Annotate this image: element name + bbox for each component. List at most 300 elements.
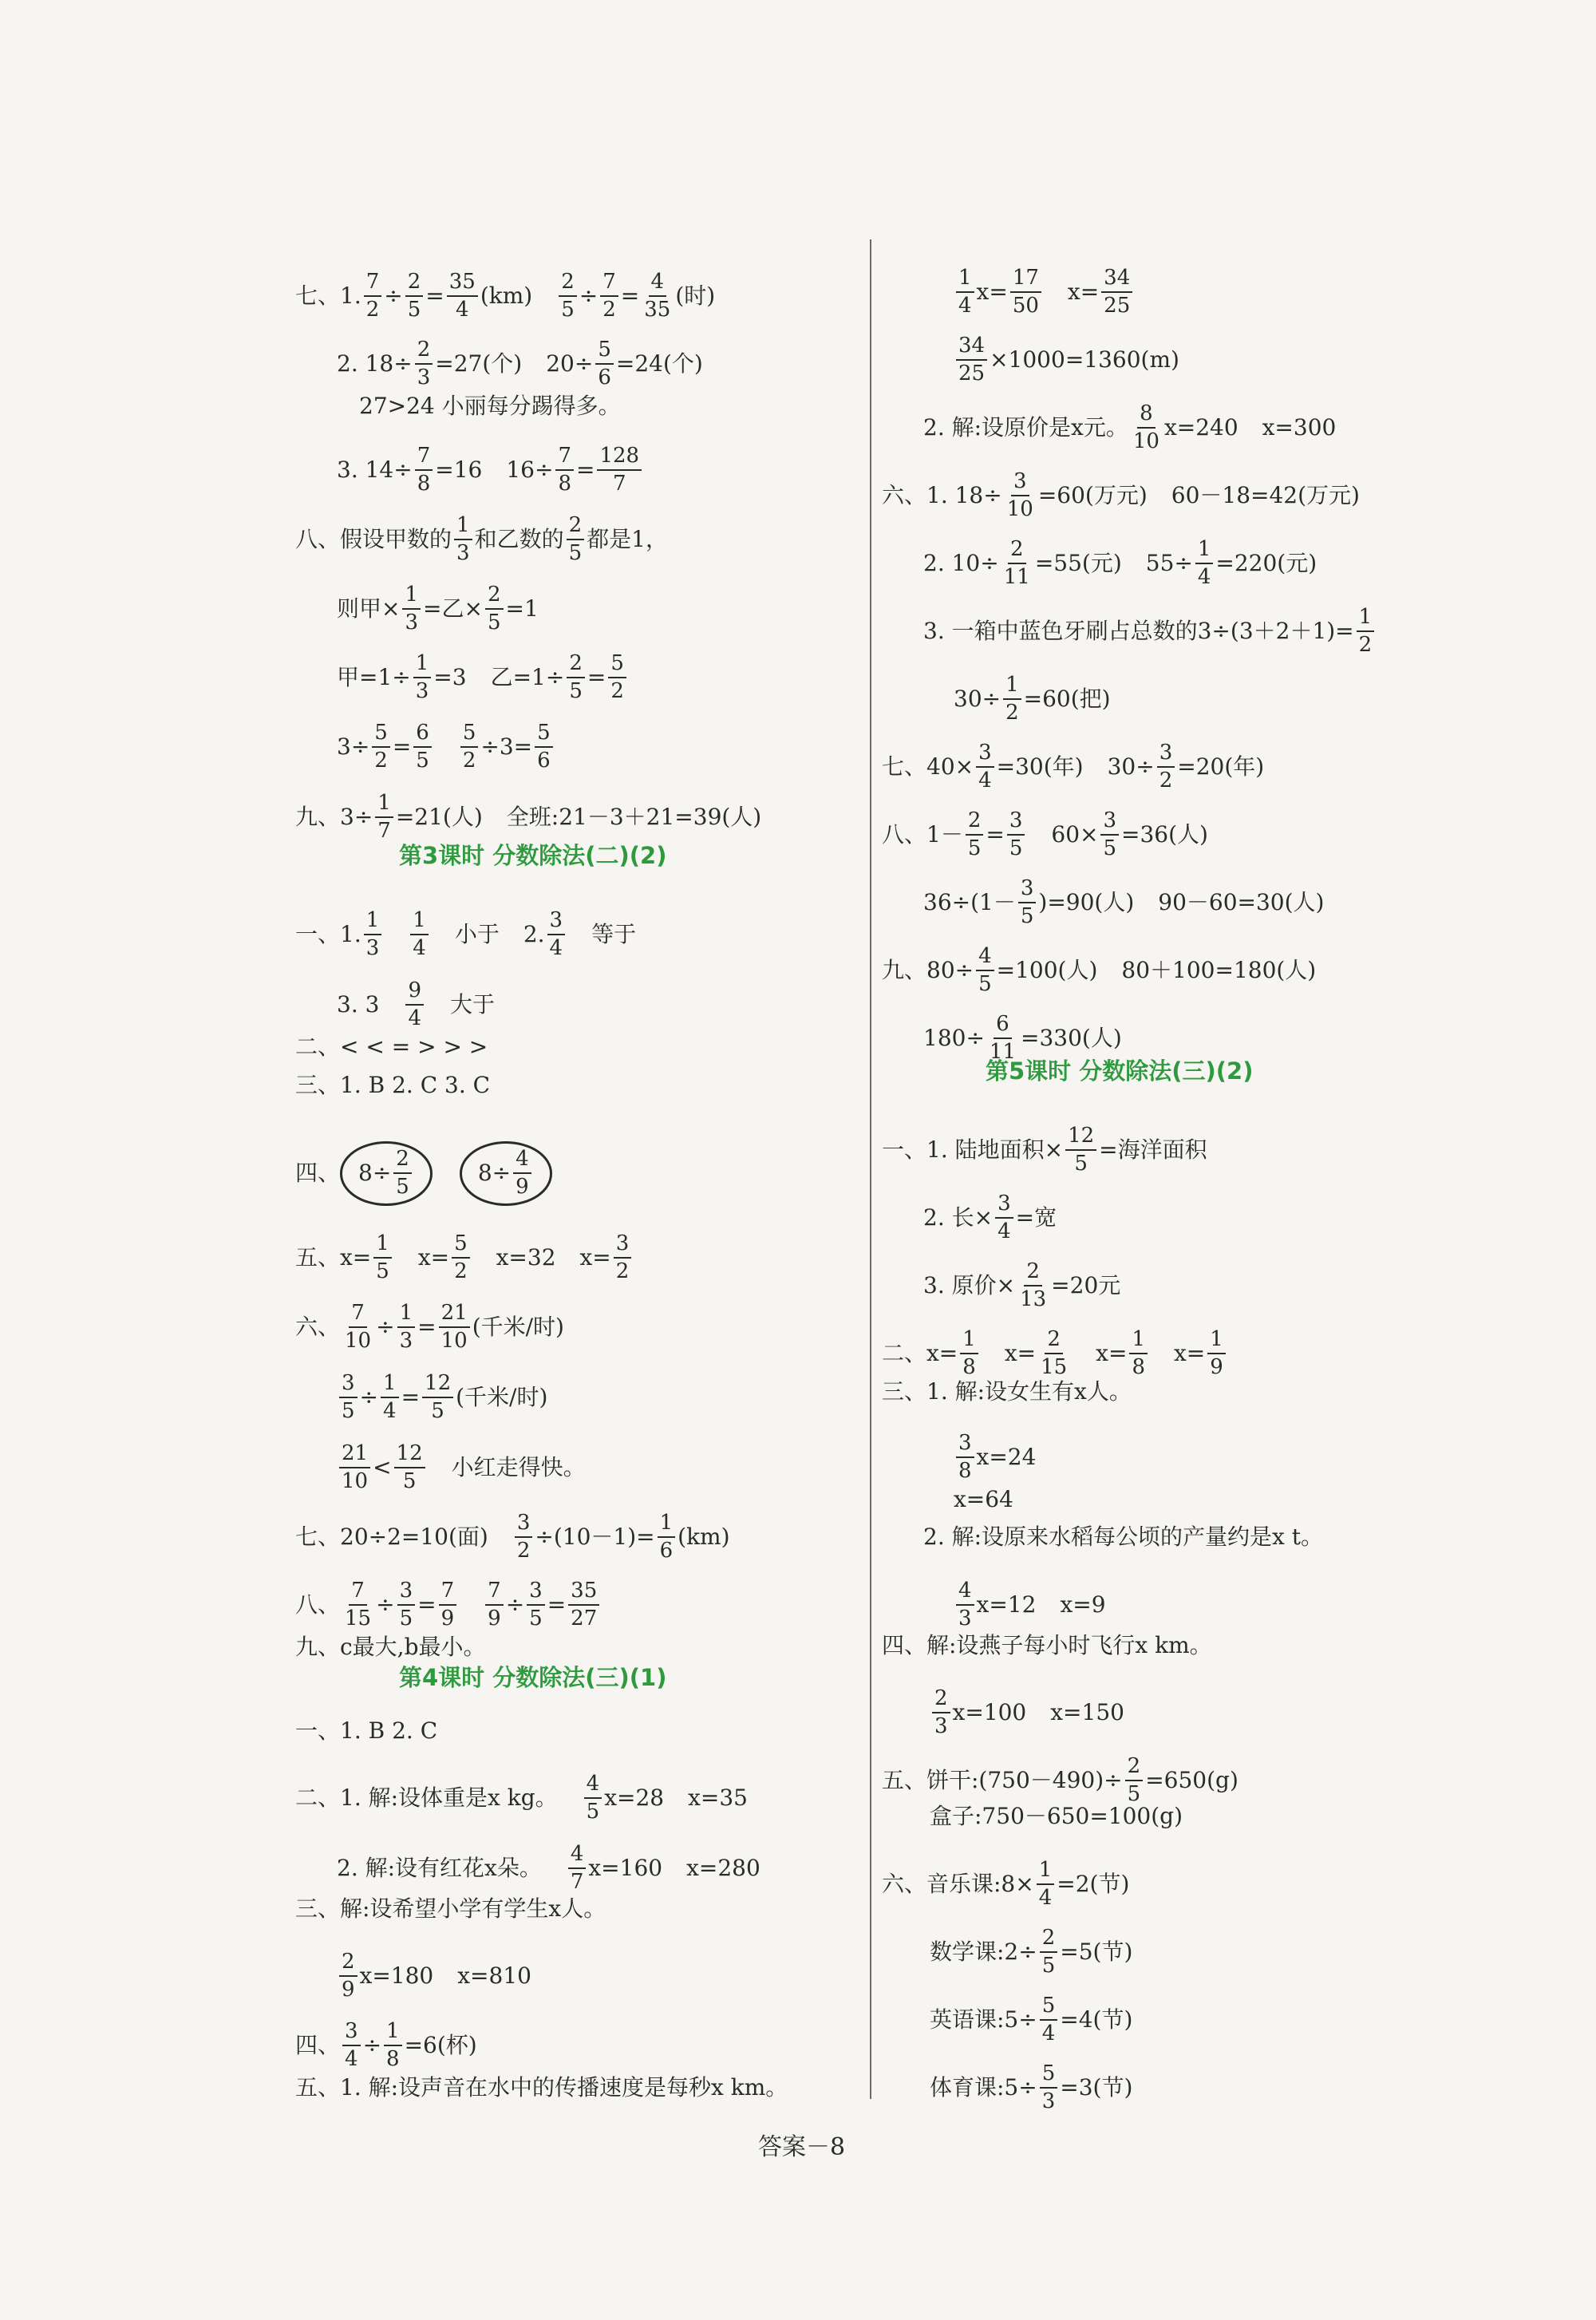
denominator: 3 bbox=[456, 541, 470, 566]
numerator: 1 bbox=[1357, 607, 1375, 632]
fraction bbox=[422, 1373, 453, 1423]
fraction bbox=[381, 1373, 399, 1423]
answer-line bbox=[954, 1580, 1106, 1630]
numerator: 1 bbox=[397, 1302, 416, 1328]
answer-line bbox=[882, 1634, 1212, 1657]
fraction bbox=[339, 1951, 358, 2002]
fraction bbox=[568, 1844, 587, 1894]
numerator: 3 bbox=[547, 910, 566, 935]
fraction bbox=[394, 1443, 425, 1493]
denominator: 10 bbox=[342, 1469, 369, 1494]
numerator: 3 bbox=[397, 1580, 416, 1606]
text-run: =330(人) bbox=[1021, 1025, 1122, 1052]
text-run: = bbox=[417, 1591, 437, 1618]
answer-line bbox=[923, 607, 1377, 657]
numerator: 1 bbox=[375, 792, 393, 818]
numerator: 2 bbox=[966, 810, 984, 836]
numerator: 7 bbox=[364, 271, 382, 297]
denominator: 2 bbox=[1159, 769, 1173, 793]
text-run: ÷(10－1)= bbox=[535, 1524, 655, 1551]
text-run: =16 bbox=[435, 456, 483, 484]
fraction bbox=[1101, 267, 1132, 318]
answer-line bbox=[295, 1636, 486, 1658]
numerator: 4 bbox=[584, 1773, 602, 1799]
answer-line bbox=[882, 810, 1208, 860]
numerator: 34 bbox=[956, 335, 987, 361]
fraction bbox=[614, 1233, 632, 1283]
numerator: 12 bbox=[1065, 1125, 1096, 1151]
text-run: =4(节) bbox=[1060, 2006, 1133, 2033]
text-run: x=810 bbox=[457, 1962, 531, 1990]
text-run: 四、 bbox=[295, 1160, 341, 1187]
denominator: 7 bbox=[377, 819, 391, 844]
text-run: =24(个) bbox=[615, 350, 703, 377]
text-run: 55÷ bbox=[1145, 550, 1193, 577]
denominator: 5 bbox=[967, 836, 982, 861]
denominator: 2 bbox=[516, 1539, 531, 1563]
denominator: 3 bbox=[417, 366, 431, 390]
fraction bbox=[405, 980, 424, 1030]
fraction bbox=[567, 653, 585, 703]
text-run: 8÷ bbox=[477, 1160, 512, 1187]
fraction bbox=[384, 2021, 402, 2071]
denominator: 10 bbox=[440, 1329, 468, 1354]
fraction bbox=[1040, 1995, 1058, 2045]
fraction bbox=[1131, 403, 1162, 453]
denominator: 5 bbox=[1074, 1152, 1088, 1176]
text-run: 八、假设甲数的 bbox=[295, 526, 452, 553]
denominator: 11 bbox=[989, 1040, 1016, 1065]
numerator: 1 bbox=[1037, 1860, 1055, 1885]
fraction bbox=[1157, 742, 1175, 792]
text-run: =3(节) bbox=[1060, 2074, 1133, 2101]
answer-line bbox=[923, 403, 1336, 453]
text-run: ÷ bbox=[376, 1591, 395, 1618]
denominator: 2 bbox=[602, 298, 616, 322]
text-run: 三、1. B 2. C 3. C bbox=[295, 1072, 491, 1098]
numerator: 1 bbox=[364, 910, 382, 935]
fraction bbox=[1065, 1125, 1096, 1176]
fraction bbox=[1038, 1329, 1069, 1379]
answer-line bbox=[954, 674, 1111, 725]
text-run: =海洋面积 bbox=[1099, 1136, 1207, 1164]
denominator: 2 bbox=[1358, 633, 1373, 658]
text-run: (km) bbox=[678, 1524, 730, 1551]
denominator: 5 bbox=[431, 1399, 444, 1424]
denominator: 5 bbox=[978, 972, 992, 997]
denominator: 3 bbox=[1041, 2089, 1056, 2114]
text-run: 2. 解:设原来水稻每公顷的产量约是x t。 bbox=[923, 1524, 1323, 1550]
denominator: 5 bbox=[1103, 836, 1117, 861]
text-run: x=150 bbox=[1050, 1699, 1124, 1726]
text-run: 3. 原价× bbox=[923, 1272, 1016, 1299]
text-run: ÷ bbox=[362, 2032, 382, 2059]
numerator: 4 bbox=[649, 271, 667, 297]
fraction bbox=[397, 1302, 416, 1353]
text-run: =乙× bbox=[423, 595, 483, 622]
numerator: 3 bbox=[342, 2021, 361, 2046]
text-run: 九、c最大,b最小。 bbox=[295, 1634, 486, 1660]
numerator: 3 bbox=[995, 1193, 1013, 1219]
denominator: 4 bbox=[998, 1219, 1011, 1244]
numerator: 1 bbox=[381, 1373, 399, 1398]
text-run: 三、解:设希望小学有学生x人。 bbox=[295, 1895, 606, 1922]
fraction bbox=[960, 1329, 978, 1379]
text-run: ÷ bbox=[505, 1591, 525, 1618]
numerator: 5 bbox=[460, 722, 479, 748]
denominator: 15 bbox=[1041, 1355, 1068, 1380]
fraction bbox=[956, 267, 974, 318]
text-run: x=180 bbox=[359, 1962, 434, 1990]
answer-line bbox=[337, 339, 703, 389]
answer-line bbox=[295, 2021, 477, 2071]
text-run: = bbox=[620, 283, 640, 310]
fraction bbox=[1010, 267, 1041, 318]
text-run: (时) bbox=[675, 283, 716, 310]
text-run: 20÷ bbox=[546, 350, 594, 377]
denominator: 9 bbox=[342, 1978, 355, 2002]
answer-line bbox=[295, 1512, 730, 1563]
fraction bbox=[956, 335, 987, 385]
answer-line bbox=[337, 445, 644, 496]
answer-line bbox=[295, 271, 715, 322]
fraction bbox=[452, 1233, 470, 1283]
denominator: 8 bbox=[958, 1459, 972, 1484]
section-heading: 第4课时 分数除法(三)(1) bbox=[399, 1664, 667, 1691]
fraction bbox=[339, 1443, 370, 1493]
answer-line bbox=[295, 910, 636, 960]
fraction bbox=[413, 653, 432, 703]
text-run: =60(把) bbox=[1023, 686, 1111, 713]
text-run: = bbox=[547, 1591, 567, 1618]
fraction bbox=[1037, 1860, 1055, 1910]
fraction bbox=[1017, 1261, 1049, 1311]
text-run: x= bbox=[976, 279, 1008, 306]
numerator: 5 bbox=[452, 1233, 470, 1259]
numerator: 1 bbox=[1207, 1329, 1226, 1354]
denominator: 5 bbox=[568, 541, 583, 566]
denominator: 5 bbox=[407, 298, 421, 322]
numerator: 7 bbox=[349, 1580, 367, 1606]
page-footer: 答案－8 bbox=[758, 2133, 846, 2161]
answer-line bbox=[337, 1844, 760, 1894]
text-run: (千米/时) bbox=[456, 1384, 548, 1411]
numerator: 21 bbox=[439, 1302, 470, 1328]
text-run: x=24 bbox=[976, 1444, 1037, 1471]
text-run: = bbox=[425, 283, 444, 310]
denominator: 10 bbox=[1132, 429, 1159, 454]
fraction bbox=[597, 445, 642, 496]
denominator: 5 bbox=[399, 1607, 413, 1631]
denominator: 8 bbox=[962, 1355, 976, 1380]
numerator: 21 bbox=[339, 1443, 370, 1468]
text-run: 小于 bbox=[454, 921, 500, 948]
fraction bbox=[1195, 539, 1214, 589]
numerator: 2 bbox=[1040, 1927, 1058, 1953]
numerator: 12 bbox=[422, 1373, 453, 1398]
numerator: 3 bbox=[1157, 742, 1175, 768]
denominator: 5 bbox=[487, 611, 501, 635]
answer-line bbox=[337, 980, 495, 1030]
numerator: 2 bbox=[415, 339, 433, 365]
answer-line bbox=[295, 1302, 564, 1353]
text-run: =30(年) bbox=[996, 753, 1084, 781]
text-run: = bbox=[417, 1314, 437, 1341]
numerator: 5 bbox=[595, 339, 614, 365]
answer-line bbox=[882, 946, 1316, 996]
text-run: 八、1－ bbox=[882, 821, 963, 848]
text-run: ÷ bbox=[579, 283, 598, 310]
fraction bbox=[956, 1433, 974, 1483]
answer-line bbox=[295, 2074, 788, 2101]
denominator: 9 bbox=[516, 1175, 529, 1200]
fraction bbox=[932, 1688, 950, 1738]
fraction bbox=[608, 653, 626, 703]
denominator: 2 bbox=[610, 679, 624, 704]
text-run: 六、1. 18÷ bbox=[882, 482, 1002, 509]
text-run: 8÷ bbox=[358, 1160, 392, 1187]
answer-line bbox=[882, 1860, 1129, 1910]
denominator: 5 bbox=[529, 1607, 543, 1631]
fraction bbox=[405, 271, 424, 322]
text-run: ÷ bbox=[376, 1314, 395, 1341]
text-run: x=100 bbox=[952, 1699, 1027, 1726]
numerator: 7 bbox=[415, 445, 433, 471]
fraction bbox=[559, 271, 577, 322]
denominator: 5 bbox=[561, 298, 575, 322]
fraction bbox=[547, 910, 566, 960]
answer-line bbox=[359, 395, 621, 417]
fraction bbox=[415, 445, 433, 496]
text-run: 大于 bbox=[449, 991, 495, 1018]
fraction bbox=[658, 1512, 676, 1563]
denominator: 5 bbox=[342, 1399, 355, 1424]
fraction bbox=[372, 722, 390, 773]
denominator: 5 bbox=[1041, 1954, 1056, 1978]
text-run: 和乙数的 bbox=[474, 526, 564, 553]
denominator: 2 bbox=[365, 298, 380, 322]
numerator: 3 bbox=[339, 1373, 358, 1398]
answer-line bbox=[954, 1433, 1036, 1483]
fraction bbox=[393, 1148, 412, 1199]
numerator: 5 bbox=[608, 653, 626, 678]
denominator: 5 bbox=[416, 749, 429, 773]
text-run: 英语课:5÷ bbox=[930, 2006, 1037, 2033]
text-run: 一、1. 陆地面积× bbox=[882, 1136, 1064, 1164]
denominator: 2 bbox=[462, 749, 476, 773]
numerator: 7 bbox=[555, 445, 574, 471]
fraction bbox=[1005, 471, 1036, 521]
text-run: 甲=1÷ bbox=[337, 664, 411, 691]
numerator: 2 bbox=[485, 584, 504, 610]
numerator: 4 bbox=[976, 946, 994, 971]
numerator: 7 bbox=[439, 1580, 457, 1606]
denominator: 2 bbox=[454, 1259, 468, 1284]
text-run: 则甲× bbox=[337, 595, 401, 622]
text-run: 2. 解:设原价是x元。 bbox=[923, 414, 1128, 441]
text-run: 全班:21－3＋21=39(人) bbox=[506, 804, 762, 831]
text-run: =220(元) bbox=[1215, 550, 1317, 577]
answer-line bbox=[295, 1074, 490, 1097]
numerator: 2 bbox=[567, 515, 585, 540]
answer-line bbox=[882, 1329, 1228, 1379]
circled-expression bbox=[460, 1141, 552, 1206]
fraction bbox=[567, 515, 585, 565]
denominator: 8 bbox=[558, 472, 571, 496]
denominator: 8 bbox=[1132, 1355, 1145, 1380]
numerator: 2 bbox=[393, 1148, 412, 1174]
denominator: 10 bbox=[1006, 497, 1033, 522]
text-run: 小红走得快。 bbox=[451, 1454, 586, 1481]
text-run: x= bbox=[1096, 1340, 1128, 1367]
numerator: 1 bbox=[1129, 1329, 1148, 1354]
numerator: 2 bbox=[1024, 1261, 1042, 1286]
text-run: 五、1. 解:设声音在水中的传播速度是每秒x km。 bbox=[295, 2074, 788, 2101]
text-run: =36(人) bbox=[1121, 821, 1208, 848]
text-run: = bbox=[986, 821, 1005, 848]
fraction bbox=[454, 515, 472, 565]
fraction bbox=[1129, 1329, 1148, 1379]
text-run: =55(元) bbox=[1034, 550, 1122, 577]
text-run: 等于 bbox=[591, 921, 637, 948]
fraction bbox=[1357, 607, 1375, 657]
answer-line bbox=[923, 1526, 1323, 1548]
text-run: < bbox=[373, 1454, 392, 1481]
denominator: 2 bbox=[615, 1259, 630, 1284]
text-run: 数学课:2÷ bbox=[930, 1939, 1037, 1966]
answer-line bbox=[295, 1141, 579, 1206]
numerator: 1 bbox=[413, 653, 432, 678]
numerator: 3 bbox=[1018, 878, 1037, 903]
fraction bbox=[415, 339, 433, 389]
numerator: 2 bbox=[559, 271, 577, 297]
numerator: 2 bbox=[405, 271, 424, 297]
denominator: 25 bbox=[1104, 294, 1131, 318]
text-run: x=160 bbox=[588, 1855, 663, 1882]
numerator: 5 bbox=[535, 722, 553, 748]
text-run: 90－60=30(人) bbox=[1158, 889, 1325, 916]
fraction bbox=[485, 584, 504, 634]
fraction bbox=[364, 271, 382, 322]
fraction bbox=[515, 1512, 533, 1563]
fraction bbox=[439, 1302, 470, 1353]
fraction bbox=[1100, 810, 1119, 860]
answer-line bbox=[954, 1488, 1013, 1511]
text-run: (千米/时) bbox=[472, 1314, 564, 1341]
text-run: ÷ bbox=[384, 283, 403, 310]
denominator: 4 bbox=[456, 298, 469, 322]
denominator: 50 bbox=[1012, 294, 1039, 318]
text-run: 盒子:750－650=100(g) bbox=[930, 1803, 1183, 1829]
denominator: 3 bbox=[415, 679, 429, 704]
fraction bbox=[584, 1773, 602, 1824]
denominator: 5 bbox=[1009, 836, 1023, 861]
denominator: 2 bbox=[374, 749, 388, 773]
denominator: 4 bbox=[549, 936, 563, 961]
denominator: 25 bbox=[958, 362, 986, 386]
text-run: 2. 10÷ bbox=[923, 550, 999, 577]
column-divider bbox=[870, 239, 871, 2099]
answer-line bbox=[882, 471, 1360, 521]
fraction bbox=[1007, 810, 1025, 860]
text-run: 四、 bbox=[295, 2032, 341, 2059]
answer-line bbox=[923, 878, 1324, 928]
text-run: =1 bbox=[505, 595, 539, 622]
denominator: 3 bbox=[365, 936, 380, 961]
denominator: 9 bbox=[440, 1607, 455, 1631]
text-run: x=9 bbox=[1060, 1591, 1106, 1618]
answer-line bbox=[923, 539, 1317, 589]
text-run: x=32 bbox=[496, 1244, 556, 1271]
text-run: 体育课:5÷ bbox=[930, 2074, 1037, 2101]
text-run: x= bbox=[579, 1244, 611, 1271]
answer-line bbox=[295, 515, 668, 565]
answer-line bbox=[882, 1756, 1238, 1806]
fraction bbox=[642, 271, 673, 322]
answer-line bbox=[923, 1261, 1120, 1311]
fraction bbox=[364, 910, 382, 960]
fraction bbox=[1125, 1756, 1144, 1806]
text-run: x= bbox=[1004, 1340, 1037, 1367]
answer-line bbox=[930, 1927, 1132, 1978]
text-run: 五、x= bbox=[295, 1244, 372, 1271]
fraction bbox=[342, 2021, 361, 2071]
text-run: 二、< < = > > > bbox=[295, 1034, 488, 1060]
fraction bbox=[956, 1580, 974, 1630]
answer-line bbox=[337, 653, 629, 703]
denominator: 5 bbox=[1127, 1782, 1141, 1807]
numerator: 1 bbox=[454, 515, 472, 540]
answer-line bbox=[295, 1773, 748, 1824]
text-run: (km) bbox=[480, 283, 533, 310]
fraction bbox=[342, 1302, 373, 1353]
numerator: 4 bbox=[513, 1148, 531, 1174]
answer-line bbox=[337, 722, 555, 773]
numerator: 3 bbox=[956, 1433, 974, 1458]
denominator: 7 bbox=[570, 1870, 584, 1895]
fraction bbox=[527, 1580, 545, 1630]
denominator: 5 bbox=[586, 1800, 600, 1824]
numerator: 3 bbox=[527, 1580, 545, 1606]
denominator: 4 bbox=[413, 936, 426, 961]
answer-line bbox=[954, 267, 1135, 318]
text-run: 二、x= bbox=[882, 1340, 958, 1367]
fraction bbox=[447, 271, 478, 322]
fraction bbox=[995, 1193, 1013, 1243]
text-run: =650(g) bbox=[1145, 1767, 1238, 1794]
numerator: 6 bbox=[413, 722, 432, 748]
text-run: 180÷ bbox=[923, 1025, 985, 1052]
numerator: 3 bbox=[976, 742, 994, 768]
numerator: 12 bbox=[394, 1443, 425, 1468]
text-run: 16÷ bbox=[506, 456, 554, 484]
fraction bbox=[339, 1373, 358, 1423]
denominator: 5 bbox=[1020, 904, 1034, 929]
text-run: 三、1. 解:设女生有x人。 bbox=[882, 1378, 1132, 1405]
text-run: =宽 bbox=[1015, 1204, 1057, 1231]
denominator: 3 bbox=[934, 1714, 948, 1739]
text-run: =60(万元) bbox=[1037, 482, 1148, 509]
text-run: 2. 18÷ bbox=[337, 350, 413, 377]
text-run: 七、40× bbox=[882, 753, 974, 781]
answer-line bbox=[930, 1995, 1132, 2045]
numerator: 1 bbox=[658, 1512, 676, 1538]
text-run: 3÷ bbox=[337, 733, 370, 761]
text-run: 九、3÷ bbox=[295, 804, 373, 831]
fraction bbox=[513, 1148, 531, 1199]
text-run: 一、1. bbox=[295, 921, 361, 948]
fraction bbox=[976, 946, 994, 996]
